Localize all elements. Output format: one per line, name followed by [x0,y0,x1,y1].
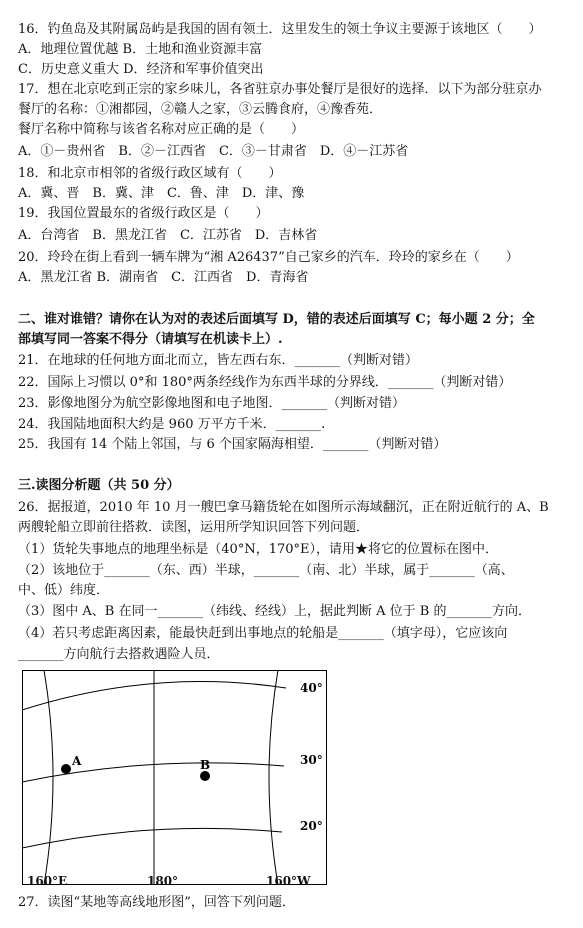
question-20-options: A．黑龙江省 B．湖南省 C．江西省 D．青海省 [18,270,309,285]
lat-label-30: 30° [300,753,323,767]
lon-label-160e: 160°E [27,874,68,888]
lat-label-20: 20° [300,819,323,833]
question-18: 18．和北京市相邻的省级行政区域有（ ） [18,166,282,181]
ocean-grid-map [22,670,327,885]
question-26-part-3: （3）图中 A、B 在同一_______（纬线、经线）上，据此判断 A 位于 B 的_______方向． [18,604,531,619]
point-b-marker [200,771,210,781]
question-22: 22．国际上习惯以 0°和 180°两条经线作为东西半球的分界线．_______（判断对错） [18,375,512,390]
section-2-heading-cont: 部填写同一答案不得分（请填写在机读卡上）. [18,332,283,347]
question-16: 16．钓鱼岛及其附属岛屿是我国的固有领土．这里发生的领土争议主要源于该地区（ ） [18,22,542,37]
lat-label-40: 40° [300,681,323,695]
question-18-options: A．冀、晋 B．冀、津 C．鲁、津 D．津、豫 [18,186,305,201]
question-24: 24．我国陆地面积大约是 960 万平方千米．_______. [18,417,326,432]
point-a-label: A [72,754,82,768]
question-19-options: A．台湾省 B．黑龙江省 C．江苏省 D．吉林省 [18,228,318,243]
question-19: 19．我国位置最东的省级行政区是（ ） [18,206,269,221]
question-26-part-4: （4）若只考虑距离因素，能最快赶到出事地点的轮船是_______（填字母），它应该向 [18,626,508,641]
question-26: 26．据报道，2010 年 10 月一艘巴拿马籍货轮在如图所示海域翻沉，正在附近航行的 A、B [18,500,549,515]
question-25: 25．我国有 14 个陆上邻国，与 6 个国家隔海相望．_______（判断对错） [18,437,447,452]
question-23: 23．影像地图分为航空影像地图和电子地图．_______（判断对错） [18,396,406,411]
question-17-line-3: 餐厅名称中简称与该省名称对应正确的是（ ） [18,122,305,137]
question-17-options: A．①－贵州省 B．②－江西省 C．③－甘肃省 D．④－江苏省 [18,144,409,159]
lon-label-180: 180° [147,874,179,888]
question-16-options-ab: A．地理位置优越 B．土地和渔业资源丰富 [18,42,263,57]
lon-label-160w: 160°W [266,874,311,888]
question-21: 21．在地球的任何地方面北而立，皆左西右东．_______（判断对错） [18,353,419,368]
question-26-line-2: 两艘轮船立即前往搭救．读图，运用所学知识回答下列问题． [18,520,370,535]
point-a-marker [61,764,71,774]
section-3-heading: 三.读图分析题（共 50 分） [18,478,180,493]
question-16-options-cd: C．历史意义重大 D．经济和军事价值突出 [18,62,264,77]
question-27: 27．读图“某地等高线地形图”，回答下列问题． [18,895,295,910]
point-b-label: B [200,758,211,772]
question-17-line-2: 餐厅的名称：①湘都园，②赣人之家，③云腾食府，④豫香苑． [18,102,383,117]
map-frame [23,671,327,885]
question-26-part-4-cont: _______方向航行去搭救遇险人员． [18,647,220,662]
question-17: 17．想在北京吃到正宗的家乡味儿，各省驻京办事处餐厅是很好的选择．以下为部分驻京办 [18,82,542,97]
question-20: 20．玲玲在街上看到一辆车牌为“湘 A26437”自己家乡的汽车．玲玲的家乡在（ ） [18,250,519,265]
question-26-part-2-cont: 中、低）纬度． [18,583,110,598]
question-26-part-1: （1）货轮失事地点的地理坐标是（40°N，170°E），请用★将它的位置标在图中． [18,542,498,557]
question-26-part-2: （2）该地位于_______（东、西）半球，_______（南、北）半球，属于_______（高、 [18,563,514,578]
section-2-heading: 二、谁对谁错？请你在认为对的表述后面填写 D，错的表述后面填写 C；每小题 2 分；全 [18,312,535,327]
